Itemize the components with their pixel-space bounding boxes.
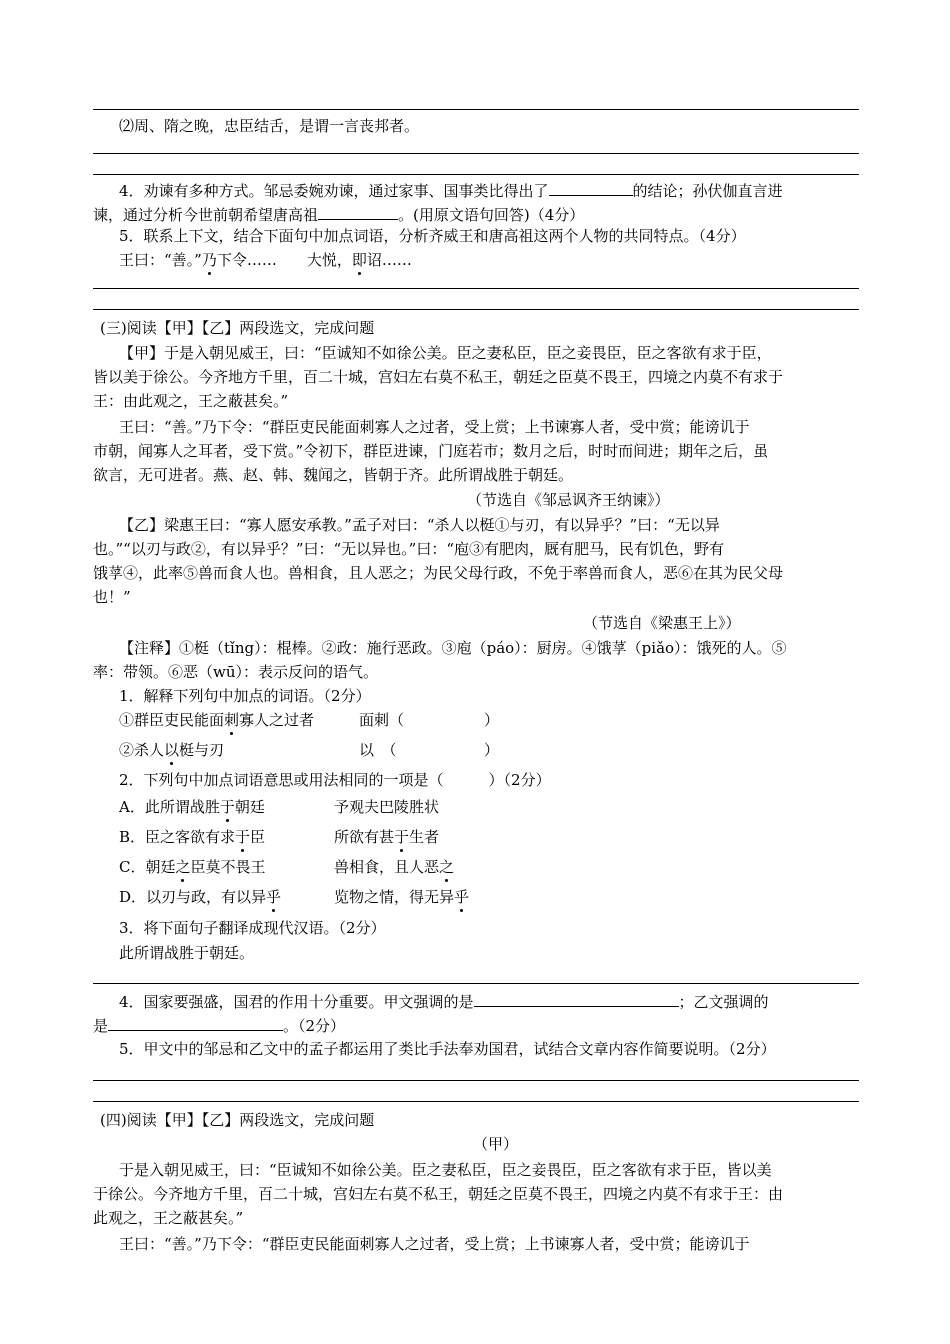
passage-line: 也。”“以刃与政②，有以异乎？”曰：“无以异也。”曰：“庖③有肥肉，厩有肥马，民有饥色，野有: [93, 540, 725, 558]
answer-rule: [93, 1080, 859, 1081]
passage-line: 欲言，无可进者。燕、赵、韩、魏闻之，皆朝于齐。此所谓战胜于朝廷。: [93, 466, 574, 484]
question-5: 5．甲文中的邹忌和乙文中的孟子都运用了类比手法奉劝国君，试结合文章内容作简要说明。（2分）: [119, 1040, 776, 1058]
answer-blank[interactable]: [474, 991, 679, 1007]
answer-blank[interactable]: [318, 204, 398, 220]
option-row[interactable]: A．此所谓战胜于朝廷 予观夫巴陵胜状: [119, 798, 440, 816]
passage-line: 王曰：“善。”乃下令：“群臣吏民能面刺寡人之过者，受上赏；上书谏寡人者，受中赏；能谤讥于: [119, 418, 750, 436]
passage-line: 王：由此观之，王之蔽甚矣。”: [93, 392, 289, 410]
option-row[interactable]: B．臣之客欲有求于臣 所欲有甚于生者: [119, 828, 440, 846]
question-1b: ②杀人以梃与刃 以 （ ）: [119, 741, 500, 759]
question-1a: ①群臣吏民能面刺寡人之过者 面刺（ ）: [119, 711, 500, 729]
answer-blank[interactable]: [549, 180, 633, 196]
answer-rule: [93, 288, 859, 289]
question-4-cont: 是 。（2分）: [93, 1017, 346, 1035]
passage-line: 市朝，闻寡人之耳者，受下赏。”令初下，群臣进谏，门庭若市；数月之后，时时而间进；期年之后，虽: [93, 442, 769, 460]
passage-line: 也！”: [93, 588, 131, 606]
section-title: (四)阅读【甲】【乙】两段选文，完成问题: [100, 1111, 375, 1129]
question-5-example: 王曰：“善。”乃下令…… 大悦，即诏……: [119, 251, 412, 269]
question-4: 4．国家要强盛，国君的作用十分重要。甲文强调的是 ；乙文强调的: [119, 993, 769, 1011]
passage-line: 【乙】梁惠王曰：“寡人愿安承教。”孟子对曰：“杀人以梃①与刃，有以异乎？”曰：“无以异: [119, 516, 720, 534]
answer-rule: [93, 983, 859, 984]
answer-rule: [93, 309, 859, 310]
subsection-label: （甲）: [473, 1135, 519, 1153]
source-note: （节选自《邹忌讽齐王纳谏》）: [467, 491, 670, 509]
passage-line: 此观之，王之蔽甚矣。”: [93, 1209, 244, 1227]
option-row[interactable]: D．以刃与政，有以异乎 览物之情，得无异乎: [119, 888, 470, 906]
question-5: 5．联系上下文，结合下面句中加点词语，分析齐威王和唐高祖这两个人物的共同特点。（4分）: [119, 227, 746, 245]
notes-line: 率：带领。⑥恶（wū）：表示反问的语气。: [93, 663, 379, 681]
question-4: 4．劝谏有多种方式。邹忌委婉劝谏，通过家事、国事类比得出了 的结论；孙伏伽直言进: [119, 182, 783, 200]
passage-line: 于徐公。今齐地方千里，百二十城，宫妇左右莫不私王，朝廷之臣莫不畏王，四境之内莫不有求于王：由: [93, 1185, 784, 1203]
question-1: 1．解释下列句中加点的词语。（2分）: [119, 687, 371, 705]
answer-rule: [93, 174, 859, 175]
passage-line: 【甲】于是入朝见威王，曰：“臣诚知不如徐公美。臣之妻私臣，臣之妾畏臣，臣之客欲有求于臣，: [119, 344, 772, 362]
answer-blank[interactable]: [108, 1015, 283, 1031]
question-2: 2．下列句中加点词语意思或用法相同的一项是（ ）（2分）: [119, 771, 551, 789]
passage-line: 皆以美于徐公。今齐地方千里，百二十城，宫妇左右莫不私王，朝廷之臣莫不畏王，四境之内莫不有求于: [93, 368, 784, 386]
question-item: ⑵周、隋之晚，忠臣结舌，是谓一言丧邦者。: [119, 117, 420, 135]
source-note: （节选自《梁惠王上》）: [583, 614, 741, 632]
question-3-sentence: 此所谓战胜于朝廷。: [119, 944, 255, 962]
question-4-cont: 谏，通过分析今世前朝希望唐高祖 。(用原文语句回答)（4分）: [93, 206, 585, 224]
section-title: (三)阅读【甲】【乙】两段选文，完成问题: [100, 319, 375, 337]
question-3: 3．将下面句子翻译成现代汉语。（2分）: [119, 919, 386, 937]
answer-rule: [93, 1101, 859, 1102]
notes-line: 【注释】①梃（tǐng）：棍棒。②政：施行恶政。③庖（páo）：厨房。④饿莩（piǎo）：饿死的人。⑤: [119, 639, 787, 657]
passage-line: 饿莩④，此率⑤兽而食人也。兽相食，且人恶之；为民父母行政，不免于率兽而食人，恶⑥在其为民父母: [93, 564, 784, 582]
answer-rule: [93, 109, 859, 110]
answer-rule: [93, 153, 859, 154]
passage-line: 王曰：“善。”乃下令：“群臣吏民能面刺寡人之过者，受上赏；上书谏寡人者，受中赏；能谤讥于: [119, 1235, 750, 1253]
passage-line: 于是入朝见威王，曰：“臣诚知不如徐公美。臣之妻私臣，臣之妾畏臣，臣之客欲有求于臣，皆以美: [119, 1161, 772, 1179]
option-row[interactable]: C．朝廷之臣莫不畏王 兽相食，且人恶之: [119, 858, 455, 876]
